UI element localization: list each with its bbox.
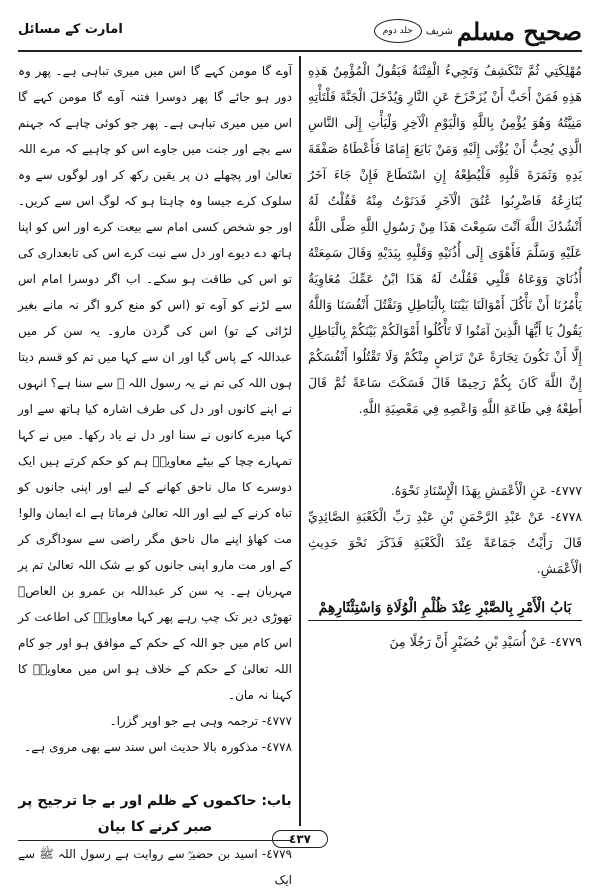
logo-title: صحیح مسلم [456, 16, 582, 46]
section-title: امارت کے مسائل [18, 22, 123, 37]
urdu-column [18, 58, 292, 893]
logo-subtitle: شریف [425, 25, 453, 37]
arabic-hadith-4779: ٤٧٧٩- عَنْ أُسَيْدِ بْنِ حُضَيْرٍ أَنَّ رَجُلًا مِنَ [389, 634, 582, 649]
page-footer [0, 828, 600, 848]
urdu-hadith-4779: ٤٧٧٩- اسید بن حضیرؓ سے روایت ہے رسول اللہ ﷺ سے ایک [18, 847, 292, 887]
arabic-hadith-4777: ٤٧٧٧- عَنِ الْأَعْمَشِ بِهَذَا الْإِسْنَادِ نَحْوَهُ. [390, 483, 582, 498]
volume-emblem: جلد دوم [374, 19, 422, 43]
page-number: ٤٣٧ [272, 830, 328, 848]
spacer [308, 422, 582, 478]
column-divider [299, 56, 301, 826]
arabic-hadith-text: مُهْلِكَتِي ثُمَّ تَنْكَشِفُ وَتَجِيءُ الْفِتْنَةُ فَيَقُولُ الْمُؤْمِنُ هَذِهِ هَذِهِ فَمَنْ أَحَبَّ أَنْ يُزَحْزَحَ عَنِ النَّارِ وَيُدْخَلَ الْجَنَّةَ فَلْتَأْتِهِ مَنِيَّتُهُ وَهُوَ يُؤْمِنُ بِاللَّهِ وَالْيَوْمِ الْآخِرِ وَلْيَأْتِ إِلَى النَّاسِ الَّذِي يُحِبُّ أَنْ يُؤْتَى إِلَيْهِ وَمَنْ بَايَعَ إِمَامًا فَأَعْطَاهُ صَفْقَةَ يَدِهِ وَثَمَرَةَ قَلْبِهِ فَلْيُطِعْهُ إِنِ اسْتَطَاعَ فَإِنْ جَاءَ آخَرُ يُنَازِعُهُ فَاضْرِبُوا عُنُقَ الْآخَرِ فَدَنَوْتُ مِنْهُ فَقُلْتُ لَهُ أَنْشُدُكَ اللَّهَ آنْتَ سَمِعْتَ هَذَا مِنْ رَسُولِ اللَّهِ صَلَّى اللَّهُ عَلَيْهِ وَسَلَّمَ فَأَهْوَى إِلَى أُذُنَيْهِ وَقَلْبِهِ بِيَدَيْهِ وَقَالَ سَمِعَتْهُ أُذُنَايَ وَوَعَاهُ قَلْبِي فَقُلْتُ لَهُ هَذَا ابْنُ عَمِّكَ مُعَاوِيَةُ يَأْمُرُنَا أَنْ نَأْكُلَ أَمْوَالَنَا بَيْنَنَا بِالْبَاطِلِ وَنَقْتُلَ أَنْفُسَنَا وَاللَّهُ يَقُولُ يَا أَيُّهَا الَّذِينَ آمَنُوا لَا تَأْكُلُوا أَمْوَالَكُمْ بَيْنَكُمْ بِالْبَاطِلِ إِلَّا أَنْ تَكُونَ تِجَارَةً عَنْ تَرَاضٍ مِنْكُمْ وَلَا تَقْتُلُوا أَنْفُسَكُمْ إِنَّ اللَّهَ كَانَ بِكُمْ رَحِيمًا قَالَ فَسَكَتَ سَاعَةً ثُمَّ قَالَ أَطِعْهُ فِي طَاعَةِ اللَّهِ وَاعْصِهِ فِي مَعْصِيَةِ اللَّهِ. [308, 63, 582, 416]
spacer [18, 760, 292, 788]
urdu-hadith-4778: ٤٧٧٨- مذکورہ بالا حدیث اس سند سے بھی مروی ہے۔ [24, 740, 292, 754]
urdu-translation-text: آوے گا مومن کہے گا اس میں میری تباہی ہے۔ پھر وہ دور ہو جائے گا پھر دوسرا فتنہ آوے گا مومن کہے گا اس میں میری تباہی ہے۔ پھر جو کوئی چاہے کہ جہنم سے بچے اور جنت میں جاوے اس کو چاہیے کہ مرے اللہ تعالیٰ اور پچھلے دن پر یقین رکھ کر اور لوگوں سے وہ سلوک کرے جیسا وہ چاہتا ہو کہ لوگ اس سے کریں۔ اور جو شخص کسی امام سے بیعت کرے اور اس کو اپنا ہاتھ دے دیوے اور دل سے نیت کرے اس کی تابعداری کی تو اس کی طاقت ہو سکے۔ اب اگر دوسرا امام اس سے لڑنے کو آوے تو (اس کو منع کرو اگر نہ مانے بغیر لڑائی کے تو) اس کی گردن مارو۔ یہ سن کر میں عبداللہ کے پاس گیا اور ان سے کہا میں تم کو قسم دیتا ہوں اللہ کی تم نے یہ رسول اللہ ﷺ سے سنا ہے؟ انہوں نے اپنے کانوں اور دل کی طرف اشارہ کیا ہاتھ سے اور کہا میرے کانوں نے سنا اور دل نے یاد رکھا۔ میں نے کہا تمہارے چچا کے بیٹے معاویہؓ ہم کو حکم کرتے ہیں ایک دوسرے کا مال ناحق کھانے کے لیے اور اپنی جانوں کو تباہ کرنے کے لیے اور اللہ تعالیٰ فرماتا ہے اے ایمان والو! مت کھاؤ اپنے مال ناحق مگر راضی سے سوداگری کر کے اور مت مارو اپنی جانوں کو بے شک اللہ تعالیٰ تم پر مہربان ہے۔ یہ سن کر عبداللہ بن عمرو بن العاصؓ تھوڑی دیر تک چپ رہے پھر کہا معاویہؓ کی اطاعت کر اس کام میں جو اللہ کے حکم کے موافق ہو اور جو کام اللہ تعالیٰ کے حکم کے خلاف ہو اس میں معاویہؓ کا کہنا نہ مان۔ [18, 64, 292, 702]
arabic-hadith-4778: ٤٧٧٨- عَنْ عَبْدِ الرَّحْمَنِ بْنِ عَبْدِ رَبِّ الْكَعْبَةِ الصَّائِدِيِّ قَالَ رَأَيْتُ جَمَاعَةً عِنْدَ الْكَعْبَةِ فَذَكَرَ نَحْوَ حَدِيثِ الْأَعْمَشِ. [308, 509, 582, 576]
book-logo [374, 14, 582, 48]
urdu-chapter-heading: باب: حاکموں کے ظلم اور بے جا ترجیح پر صبر کرنے کا بیان [18, 788, 292, 841]
page-header [18, 14, 582, 52]
arabic-column [308, 58, 582, 655]
arabic-chapter-heading: بَابُ الْأَمْرِ بِالصَّبْرِ عِنْدَ ظُلْمِ الْوُلَاةِ وَاسْتِئْثَارِهِمْ [308, 596, 582, 621]
urdu-hadith-4777: ٤٧٧٧- ترجمہ وہی ہے جو اوپر گزرا۔ [109, 714, 292, 728]
